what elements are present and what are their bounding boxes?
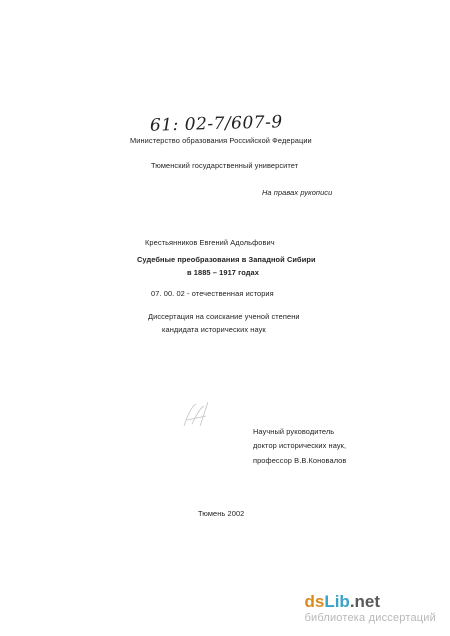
thesis-title-line2: в 1885 – 1917 годах	[187, 268, 259, 277]
university-line: Тюменский государственный университет	[151, 161, 299, 170]
city-year: Тюмень 2002	[198, 509, 245, 518]
author-name: Крестьянников Евгений Адольфович	[145, 238, 275, 247]
advisor-name: профессор В.В.Коновалов	[253, 456, 347, 465]
handwritten-archive-code: 61: 02-7/607-9	[149, 112, 283, 136]
purpose-line1: Диссертация на соискание ученой степени	[148, 312, 300, 321]
logo-part-ds: ds	[304, 592, 325, 611]
logo-part-lib: Lib	[324, 592, 350, 611]
advisor-label: Научный руководитель	[253, 427, 335, 436]
purpose-line2: кандидата исторических наук	[162, 325, 266, 334]
dslib-logo	[304, 593, 436, 610]
advisor-degree: доктор исторических наук,	[253, 441, 347, 450]
logo-part-net: .net	[349, 592, 381, 611]
rights-note: На правах рукописи	[262, 188, 333, 197]
dslib-watermark	[304, 593, 436, 624]
thesis-title-line1: Судебные преобразования в Западной Сибири	[137, 255, 316, 264]
watermark-subtitle: библиотека диссертаций	[304, 612, 436, 624]
ministry-line: Министерство образования Российской Федерации	[130, 136, 312, 145]
pencil-mark-icon	[178, 396, 218, 436]
specialty-code: 07. 00. 02 - отечественная история	[151, 289, 274, 298]
